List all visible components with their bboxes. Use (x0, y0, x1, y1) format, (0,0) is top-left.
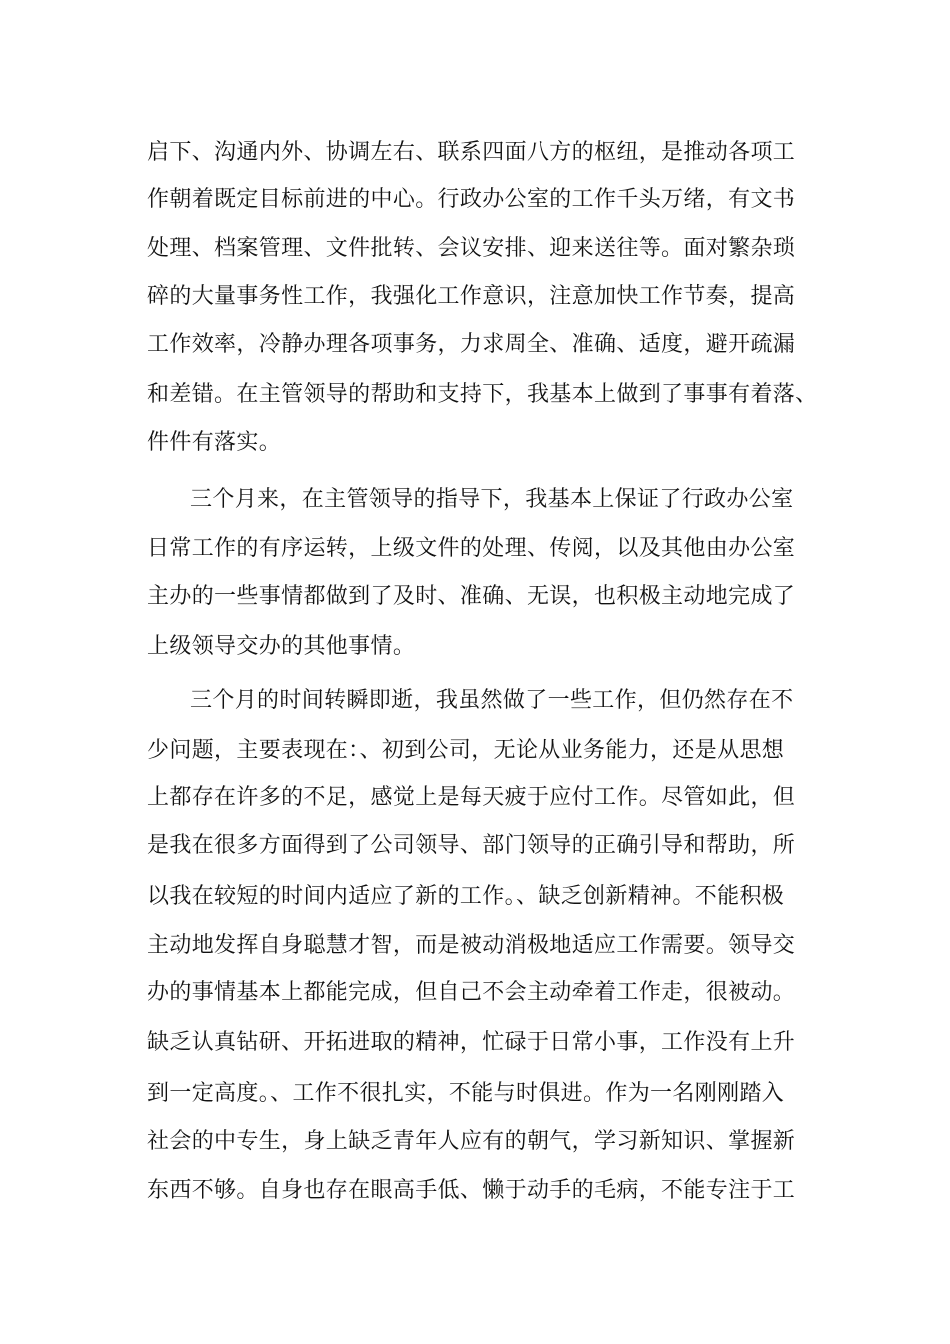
text-line: 处理、档案管理、文件批转、会议安排、迎来送往等。面对繁杂琐 (147, 236, 796, 261)
text-line: 日常工作的有序运转，上级文件的处理、传阅，以及其他由办公室 (147, 536, 796, 561)
paragraph-first-line: 三个月来，在主管领导的指导下，我基本上保证了行政办公室 (190, 487, 794, 512)
text-line: 主办的一些事情都做到了及时、准确、无误，也积极主动地完成了 (147, 584, 796, 609)
text-line: 办的事情基本上都能完成，但自己不会主动牵着工作走，很被动。 (147, 980, 796, 1005)
text-line: 社会的中专生，身上缺乏青年人应有的朝气，学习新知识、掌握新 (147, 1129, 796, 1154)
text-line: 和差错。在主管领导的帮助和支持下，我基本上做到了事事有着落、 (147, 382, 818, 407)
text-line: 上都存在许多的不足，感觉上是每天疲于应付工作。尽管如此，但 (147, 785, 796, 810)
paragraph-first-line: 三个月的时间转瞬即逝，我虽然做了一些工作，但仍然存在不 (190, 688, 794, 713)
text-line: 上级领导交办的其他事情。 (147, 634, 416, 659)
text-line: 主动地发挥自身聪慧才智，而是被动消极地适应工作需要。领导交 (147, 933, 796, 958)
text-line: 作朝着既定目标前进的中心。行政办公室的工作千头万绪，有文书 (147, 187, 796, 212)
text-line: 碎的大量事务性工作，我强化工作意识，注意加快工作节奏，提高 (147, 284, 796, 309)
text-line: 件件有落实。 (147, 430, 282, 455)
text-line: 东西不够。自身也存在眼高手低、懒于动手的毛病，不能专注于工 (147, 1178, 796, 1203)
text-line: 是我在很多方面得到了公司领导、部门领导的正确引导和帮助，所 (147, 833, 796, 858)
text-line: 启下、沟通内外、协调左右、联系四面八方的枢纽，是推动各项工 (147, 140, 796, 165)
text-line: 以我在较短的时间内适应了新的工作。、缺乏创新精神。不能积极 (147, 884, 785, 909)
text-line: 缺乏认真钻研、开拓进取的精神，忙碌于日常小事，工作没有上升 (147, 1030, 796, 1055)
text-line: 到一定高度。、工作不很扎实，不能与时俱进。作为一名刚刚踏入 (147, 1081, 785, 1106)
text-line: 工作效率，冷静办理各项事务，力求周全、准确、适度，避开疏漏 (147, 332, 796, 357)
text-line: 少问题，主要表现在：、初到公司，无论从业务能力，还是从思想 (147, 738, 785, 763)
